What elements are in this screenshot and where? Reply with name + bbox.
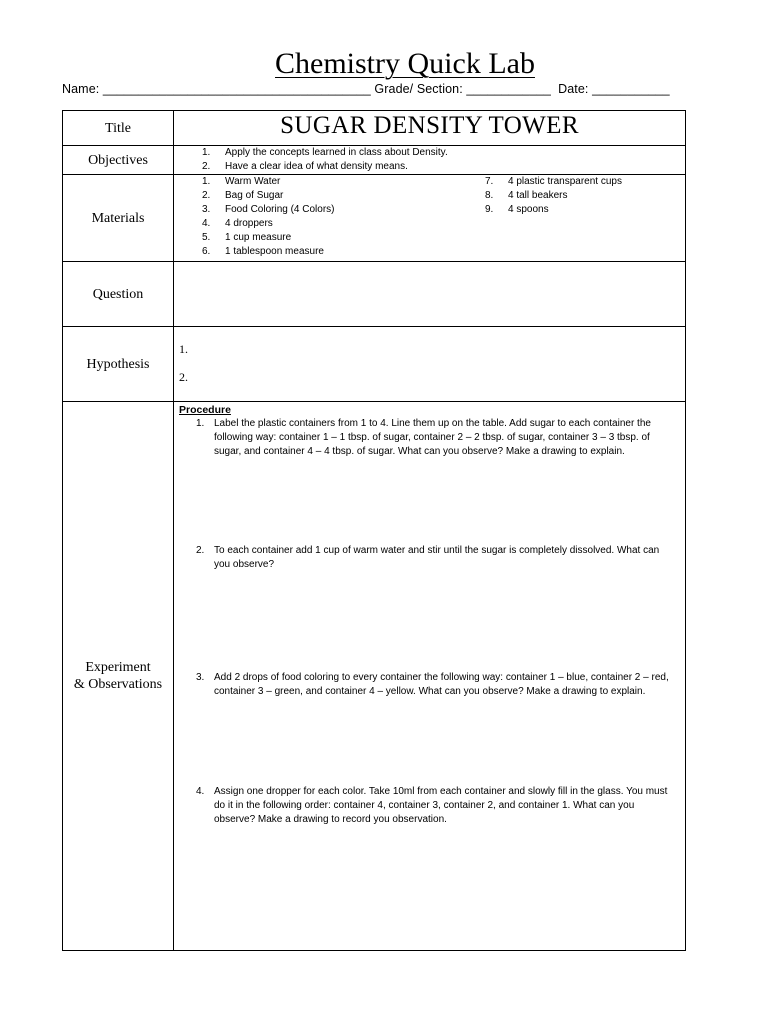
materials-list-right xyxy=(457,175,685,217)
lab-title: SUGAR DENSITY TOWER xyxy=(280,112,579,139)
name-grade-date-line: Name: ______________________________________ Grade/ Section: ____________ Date: ___________ xyxy=(62,82,670,96)
list-item: 9. 4 spoons xyxy=(485,204,549,215)
procedure-step-4: 4. Assign one dropper for each color. Take 10ml from each container and slowly fill in the glass. You must do it in the following order: container 4, container 3, container 2, and container 1. What can you observe? Make a drawing to record you observation. xyxy=(196,786,668,825)
procedure-step-2: 2. To each container add 1 cup of warm water and stir until the sugar is completely dissolved. What can you observe? xyxy=(196,545,660,570)
hypothesis-item-1: 1. xyxy=(179,342,188,356)
hypothesis-label: Hypothesis xyxy=(63,327,174,402)
list-item: 3. Food Coloring (4 Colors) xyxy=(202,204,335,215)
experiment-cell[interactable] xyxy=(174,402,686,951)
title-cell xyxy=(174,111,686,146)
lab-table xyxy=(62,110,686,951)
question-answer-area[interactable] xyxy=(174,262,686,327)
procedure-heading: Procedure xyxy=(179,404,231,416)
list-item: 1. Warm Water xyxy=(202,176,281,187)
list-item: 4. 4 droppers xyxy=(202,218,273,229)
list-item: 8. 4 tall beakers xyxy=(485,190,568,201)
list-item: 2. Have a clear idea of what density means. xyxy=(202,161,408,172)
hypothesis-item-2: 2. xyxy=(179,370,188,384)
procedure-step-3: 3. Add 2 drops of food coloring to every container the following way: container 1 – blue, container 2 – red, container 3 – green, and container 4 – yellow. What can you observe? Make a drawing to explain. xyxy=(196,672,669,697)
procedure-steps xyxy=(174,417,685,827)
list-item: 7. 4 plastic transparent cups xyxy=(485,176,622,187)
objectives-label: Objectives xyxy=(63,146,174,175)
page-title: Chemistry Quick Lab xyxy=(275,47,535,80)
procedure-step-1: 1. Label the plastic containers from 1 to 4. Line them up on the table. Add sugar to each container the following way: container 1 – 1 tbsp. of sugar, container 2 – 2 tbsp. of sugar, container 3 – 3 tbsp. of sugar, and container 4 – 4 tbsp. of sugar. What can you observe? Make a drawing to explain. xyxy=(196,418,651,457)
list-item: 1. Apply the concepts learned in class about Density. xyxy=(202,147,448,158)
materials-cell xyxy=(174,175,686,262)
list-item: 6. 1 tablespoon measure xyxy=(202,246,324,257)
list-item: 5. 1 cup measure xyxy=(202,232,292,243)
materials-list-left xyxy=(174,175,457,259)
materials-label: Materials xyxy=(63,175,174,262)
list-item: 2. Bag of Sugar xyxy=(202,190,284,201)
objectives-list xyxy=(174,146,685,174)
hypothesis-answer-area[interactable] xyxy=(174,327,686,402)
experiment-label: Experiment & Observations xyxy=(63,402,174,951)
question-label: Question xyxy=(63,262,174,327)
title-label: Title xyxy=(63,111,174,146)
objectives-cell xyxy=(174,146,686,175)
